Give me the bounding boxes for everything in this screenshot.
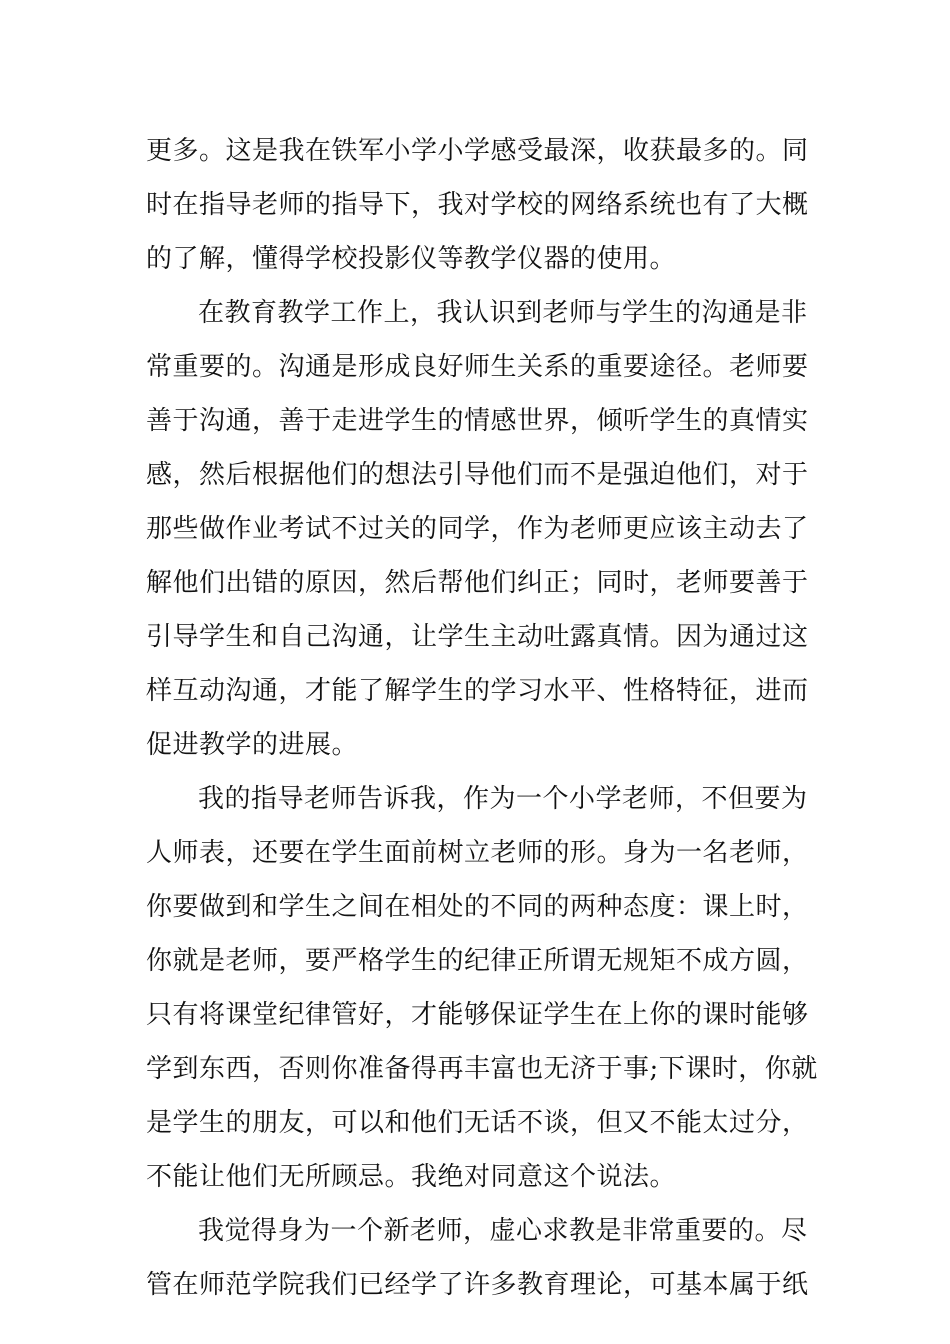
text-line: 常重要的。沟通是形成良好师生关系的重要途径。老师要 [146, 352, 809, 382]
text-line: 那些做作业考试不过关的同学，作为老师更应该主动去了 [146, 514, 809, 544]
text-line: 时在指导老师的指导下，我对学校的网络系统也有了大概 [146, 190, 809, 220]
text-line: 样互动沟通，才能了解学生的学习水平、性格特征，进而 [146, 676, 809, 706]
text-line: 引导学生和自己沟通，让学生主动吐露真情。因为通过这 [146, 622, 809, 652]
document-body [146, 124, 818, 1312]
text-line: 只有将课堂纪律管好，才能够保证学生在上你的课时能够 [146, 1000, 809, 1030]
text-line: 不能让他们无所顾忌。我绝对同意这个说法。 [146, 1162, 677, 1192]
text-line: 促进教学的进展。 [146, 730, 359, 760]
text-line: 感，然后根据他们的想法引导他们而不是强迫他们，对于 [146, 460, 809, 490]
text-line: 我觉得身为一个新老师，虚心求教是非常重要的。尽 [198, 1216, 808, 1246]
text-line: 学到东西，否则你准备得再丰富也无济于事;下课时，你就 [146, 1054, 818, 1084]
text-line: 在教育教学工作上，我认识到老师与学生的沟通是非 [198, 298, 808, 328]
paragraph-1 [146, 124, 809, 286]
text-line: 管在师范学院我们已经学了许多教育理论，可基本属于纸 [146, 1270, 809, 1300]
text-line: 更多。这是我在铁军小学小学感受最深，收获最多的。同 [146, 136, 809, 166]
text-line: 你要做到和学生之间在相处的不同的两种态度：课上时， [146, 892, 809, 922]
paragraph-2 [146, 286, 809, 772]
text-line: 我的指导老师告诉我，作为一个小学老师，不但要为 [198, 784, 808, 814]
text-line: 善于沟通，善于走进学生的情感世界，倾听学生的真情实 [146, 406, 809, 436]
paragraph-4 [146, 1204, 809, 1312]
paragraph-3 [146, 772, 818, 1204]
text-line: 人师表，还要在学生面前树立老师的形。身为一名老师， [146, 838, 809, 868]
text-line: 解他们出错的原因，然后帮他们纠正；同时，老师要善于 [146, 568, 809, 598]
text-line: 你就是老师，要严格学生的纪律正所谓无规矩不成方圆， [146, 946, 809, 976]
text-line: 是学生的朋友，可以和他们无话不谈，但又不能太过分， [146, 1108, 809, 1138]
text-line: 的了解，懂得学校投影仪等教学仪器的使用。 [146, 244, 677, 274]
